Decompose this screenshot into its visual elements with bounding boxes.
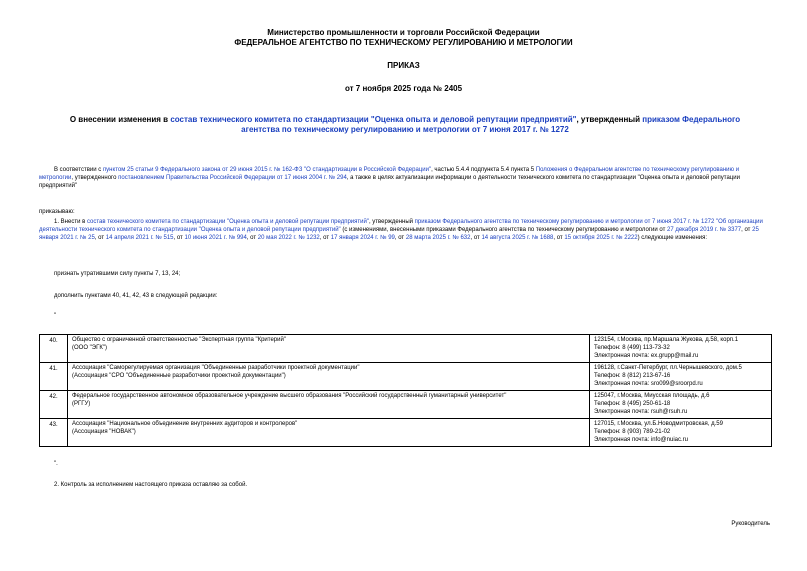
item-2: 2. Контроль за исполнением настоящего приказа оставляю за собой. <box>54 482 248 488</box>
agency-heading: ФЕДЕРАЛЬНОЕ АГЕНТСТВО ПО ТЕХНИЧЕСКОМУ РЕГУЛИРОВАНИЮ И МЕТРОЛОГИИ <box>234 38 573 47</box>
amendment-link[interactable]: 27 декабря 2019 г. № 3377 <box>666 227 742 233</box>
address: 125047, г.Москва, Миусская площадь, д.6 <box>594 393 710 399</box>
amendment-link[interactable]: 25 января 2021 г. № 25 <box>39 227 759 241</box>
amendment-link[interactable]: 20 мая 2022 г. № 1232 <box>257 235 320 241</box>
phone: Телефон: 8 (495) 250-61-18 <box>594 401 671 407</box>
title-link-order[interactable]: приказом Федерального агентства по техническому регулированию и метрологии от 7 июня 2017 г. № 1272 <box>241 115 741 134</box>
table-row <box>40 363 772 391</box>
preamble-text: , утвержденного <box>71 175 119 181</box>
item-text: , от <box>319 235 331 241</box>
amendment-link[interactable]: 15 октября 2025 г. № 2222 <box>564 235 638 241</box>
title-link-committee[interactable]: состав технического комитета по стандартизации "Оценка опыта и деловой репутации предприятий" <box>170 115 577 124</box>
preamble-text: , а также в целях актуализации информации о деятельности технического комитета по стандартизации "Оценка опыта и деловой репутации предприятий" <box>39 175 740 189</box>
organization-abbr: (РГГУ) <box>72 401 91 407</box>
organization-name: Ассоциация "Национальное объединение внутренних аудиторов и контролеров" <box>72 421 298 427</box>
preamble-link-resolution[interactable]: постановлением Правительства Российской Федерации от 17 июня 2004 г. № 294 <box>118 175 347 181</box>
quote-close: ". <box>54 461 58 467</box>
table-row <box>40 391 772 419</box>
organization-abbr: (Ассоциация "СРО "Объединенные разработчики проектной документации") <box>72 373 286 379</box>
row-number: 43. <box>40 419 68 447</box>
contacts-cell <box>590 335 772 363</box>
organization-name: Федеральное государственное автономное образовательное учреждение высшего образования "Российский государственный гуманитарный университет" <box>72 393 507 399</box>
doc-date-number: от 7 ноября 2025 года № 2405 <box>344 84 463 93</box>
item-1 <box>39 218 774 242</box>
preamble-link-regulation[interactable]: Положения о Федеральном агентстве по техническому регулированию и метрологии <box>39 167 740 181</box>
quote-open: " <box>54 313 57 319</box>
item-text: , от <box>246 235 258 241</box>
title-text: О внесении изменения в <box>69 115 171 124</box>
item-text: ) следующие изменения: <box>637 235 708 241</box>
organization-name: Ассоциация "Саморегулируемая организация "Объединенные разработчики проектной документации" <box>72 365 360 371</box>
email: Электронная почта: rsuh@rsuh.ru <box>594 409 688 415</box>
row-number: 41. <box>40 363 68 391</box>
contacts-cell <box>590 391 772 419</box>
preamble-text: В соответствии с <box>54 167 103 173</box>
phone: Телефон: 8 (499) 113-73-32 <box>594 345 670 351</box>
email: Электронная почта: sro099@sroorpd.ru <box>594 381 703 387</box>
item-text: , от <box>94 235 106 241</box>
organization-abbr: (ООО "ЭГК") <box>72 345 107 351</box>
doc-type: ПРИКАЗ <box>387 61 420 70</box>
phone: Телефон: 8 (812) 213-67-16 <box>594 373 671 379</box>
repeal-clause: признать утратившими силу пункты 7, 13, 24; <box>54 271 181 277</box>
email: Электронная почта: ex.grupp@mail.ru <box>594 353 699 359</box>
phone: Телефон: 8 (903) 789-21-02 <box>594 429 671 435</box>
amendment-link[interactable]: 14 апреля 2021 г. № 515 <box>105 235 174 241</box>
item-text: , от <box>741 227 753 233</box>
order-word: приказываю: <box>39 209 75 215</box>
table-row <box>40 335 772 363</box>
committee-members-table <box>39 334 772 447</box>
address: 127015, г.Москва, ул.Б.Новодмитровская, д.59 <box>594 421 723 427</box>
supplement-clause: дополнить пунктами 40, 41, 42, 43 в следующей редакции: <box>54 293 218 299</box>
item-text: , от <box>553 235 565 241</box>
preamble <box>39 166 774 190</box>
address: 196128, г.Санкт-Петербург, пл.Чернышевского, дом.5 <box>594 365 742 371</box>
address: 123154, г.Москва, пр.Маршала Жукова, д.58, корп.1 <box>594 337 739 343</box>
organization-cell <box>68 335 590 363</box>
item-link-order[interactable]: приказом Федерального агентства по техническому регулированию и метрологии от 7 июня 2017 г. № 1272 "Об организации деятельности технического комитета по стандартизации "Оценка опыта и деловой репутации предприятий" <box>39 219 763 233</box>
row-number: 40. <box>40 335 68 363</box>
signature-title: Руководитель <box>731 521 770 527</box>
organization-cell <box>68 363 590 391</box>
preamble-text: , частью 5.4.4 подпункта 5.4 пункта 5 <box>431 167 536 173</box>
document-title <box>60 115 750 135</box>
amendment-link[interactable]: 28 марта 2025 г. № 632 <box>405 235 471 241</box>
table-row <box>40 419 772 447</box>
email: Электронная почта: info@nuiac.ru <box>594 437 688 443</box>
organization-cell <box>68 391 590 419</box>
organization-cell <box>68 419 590 447</box>
item-text: , утвержденный <box>368 219 415 225</box>
contacts-cell <box>590 419 772 447</box>
amendment-link[interactable]: 10 июня 2021 г. № 994 <box>184 235 247 241</box>
organization-name: Общество с ограниченной ответственностью "Экспертная группа "Критерий" <box>72 337 286 343</box>
item-text: , от <box>470 235 482 241</box>
organization-abbr: (Ассоциация "НОВАК") <box>72 429 136 435</box>
item-text: 1. Внести в <box>54 219 87 225</box>
preamble-link-law[interactable]: пунктом 25 статьи 9 Федерального закона от 29 июня 2015 г. № 162-ФЗ "О стандартизации в Российской Федерации" <box>102 167 432 173</box>
amendment-link[interactable]: 14 августа 2025 г. № 1688 <box>481 235 554 241</box>
item-link-committee[interactable]: состав технического комитета по стандартизации "Оценка опыта и деловой репутации предприятий" <box>86 219 369 225</box>
contacts-cell <box>590 363 772 391</box>
amendment-link[interactable]: 17 января 2024 г. № 99 <box>330 235 395 241</box>
item-text: (с изменениями, внесенными приказами Федерального агентства по техническому регулированию и метрологии от <box>340 227 667 233</box>
row-number: 42. <box>40 391 68 419</box>
item-text: , от <box>394 235 406 241</box>
ministry-heading: Министерство промышленности и торговли Российской Федерации <box>267 28 540 37</box>
item-text: , от <box>173 235 185 241</box>
title-text: , утвержденный <box>576 115 643 124</box>
